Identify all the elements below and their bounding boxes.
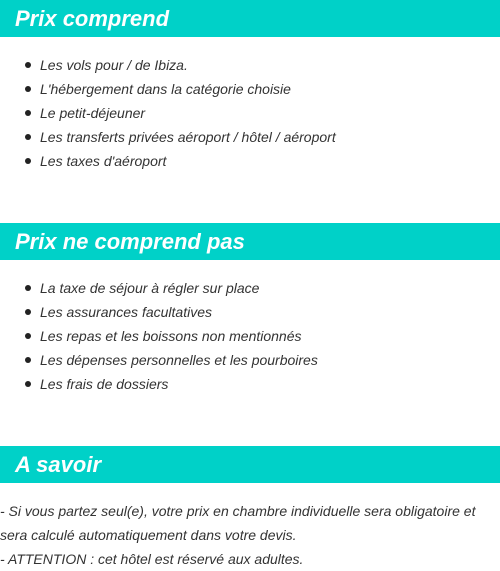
bullet-icon xyxy=(25,357,31,363)
bullet-icon xyxy=(25,158,31,164)
list-item-label: Les vols pour / de Ibiza. xyxy=(40,57,188,73)
list-item xyxy=(0,300,318,324)
section-title-good-to-know: A savoir xyxy=(0,446,500,483)
list-item-label: Les dépenses personnelles et les pourboires xyxy=(40,352,318,368)
list-item xyxy=(0,372,318,396)
list-item xyxy=(0,125,336,149)
list-item-label: Les frais de dossiers xyxy=(40,376,169,392)
list-item xyxy=(0,77,336,101)
bullet-icon xyxy=(25,62,31,68)
included-list xyxy=(0,53,336,173)
bullet-icon xyxy=(25,110,31,116)
note-paragraph: - ATTENTION : cet hôtel est réservé aux adultes. xyxy=(0,551,304,567)
list-item-label: Le petit-déjeuner xyxy=(40,105,146,121)
good-to-know-notes xyxy=(0,499,500,571)
list-item xyxy=(0,276,318,300)
bullet-icon xyxy=(25,333,31,339)
list-item-label: La taxe de séjour à régler sur place xyxy=(40,280,260,296)
section-title-not-included: Prix ne comprend pas xyxy=(0,223,500,260)
list-item xyxy=(0,101,336,125)
list-item xyxy=(0,324,318,348)
list-item xyxy=(0,53,336,77)
note-paragraph: - Si vous partez seul(e), votre prix en chambre individuelle sera obligatoire et sera calculé automatiquement dans votre devis. xyxy=(0,503,476,543)
not-included-list xyxy=(0,276,318,396)
bullet-icon xyxy=(25,309,31,315)
list-item xyxy=(0,149,336,173)
bullet-icon xyxy=(25,285,31,291)
list-item-label: Les assurances facultatives xyxy=(40,304,212,320)
list-item xyxy=(0,348,318,372)
list-item-label: Les repas et les boissons non mentionnés xyxy=(40,328,302,344)
bullet-icon xyxy=(25,134,31,140)
bullet-icon xyxy=(25,86,31,92)
section-title-included: Prix comprend xyxy=(0,0,500,37)
bullet-icon xyxy=(25,381,31,387)
list-item-label: Les transferts privées aéroport / hôtel / aéroport xyxy=(40,129,336,145)
list-item-label: Les taxes d'aéroport xyxy=(40,153,167,169)
list-item-label: L'hébergement dans la catégorie choisie xyxy=(40,81,291,97)
